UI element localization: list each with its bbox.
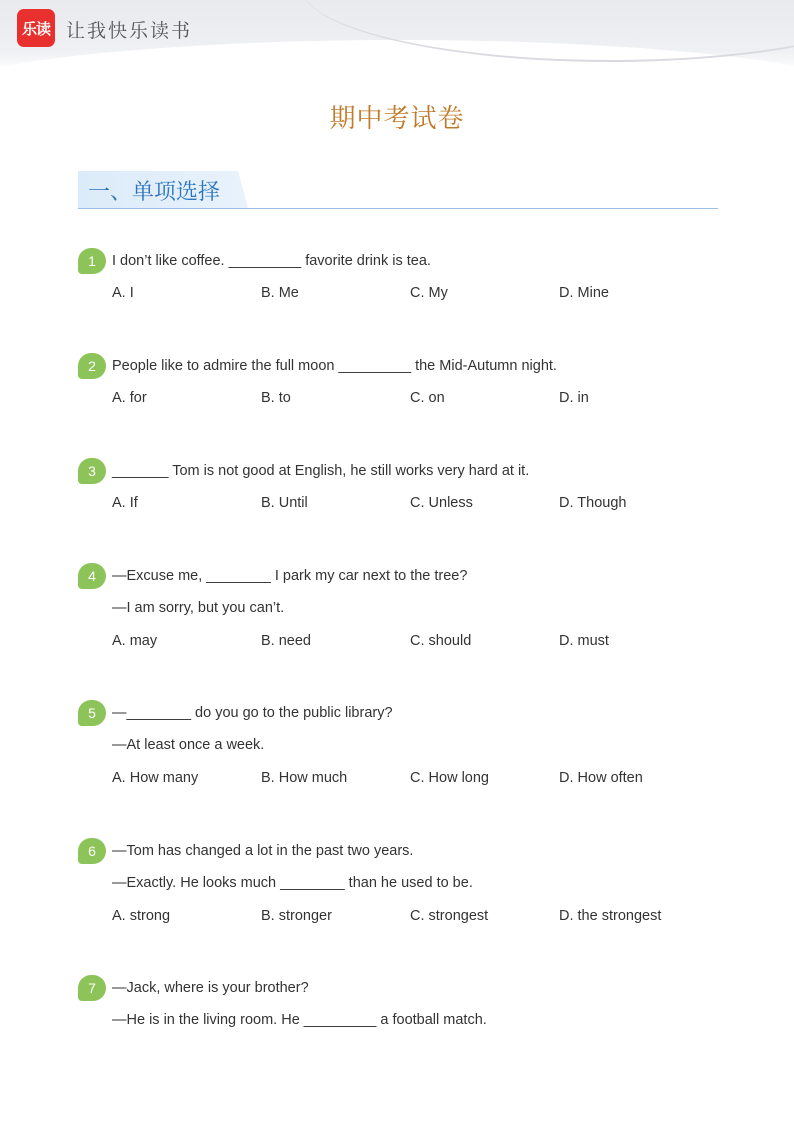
question-2: [78, 353, 718, 413]
question-text: —Excuse me, ________ I park my car next to the tree?: [112, 568, 468, 584]
question-number-badge: 1: [78, 248, 106, 274]
option-a: A. How many: [112, 770, 199, 786]
option-c: C. How long: [410, 770, 489, 786]
option-d: D. Mine: [559, 285, 609, 301]
question-7: [78, 975, 718, 1035]
option-d: D. in: [559, 390, 589, 406]
question-number-badge: 6: [78, 838, 106, 864]
option-c: C. should: [410, 633, 472, 649]
option-c: C. on: [410, 390, 445, 406]
option-d: D. How often: [559, 770, 643, 786]
option-a: A. for: [112, 390, 147, 406]
question-text: —Exactly. He looks much ________ than he used to be.: [112, 875, 473, 891]
section-header: [78, 171, 718, 209]
option-c: C. strongest: [410, 908, 489, 924]
question-1: [78, 248, 718, 308]
question-5: [78, 700, 718, 792]
question-4: [78, 563, 718, 655]
option-a: A. may: [112, 633, 158, 649]
option-b: B. Me: [261, 285, 299, 301]
option-b: B. need: [261, 633, 311, 649]
section-title: 一、单项选择: [88, 180, 221, 205]
question-text: I don’t like coffee. _________ favorite drink is tea.: [112, 253, 431, 269]
question-3: [78, 458, 718, 518]
option-b: B. stronger: [261, 908, 332, 924]
question-6: [78, 838, 718, 930]
question-number-badge: 3: [78, 458, 106, 484]
question-number-badge: 2: [78, 353, 106, 379]
option-d: D. the strongest: [559, 908, 662, 924]
question-text: —I am sorry, but you can’t.: [112, 600, 285, 616]
option-b: B. to: [261, 390, 291, 406]
question-text: —Jack, where is your brother?: [112, 980, 309, 996]
option-b: B. Until: [261, 495, 308, 511]
question-text: People like to admire the full moon _________ the Mid-Autumn night.: [112, 358, 557, 374]
option-b: B. How much: [261, 770, 348, 786]
option-c: C. Unless: [410, 495, 473, 511]
question-text: _______ Tom is not good at English, he still works very hard at it.: [112, 463, 530, 479]
question-text: —He is in the living room. He _________ a football match.: [112, 1012, 487, 1028]
question-text: —Tom has changed a lot in the past two years.: [112, 843, 414, 859]
option-c: C. My: [410, 285, 448, 301]
question-number-badge: 7: [78, 975, 106, 1001]
option-d: D. Though: [559, 495, 627, 511]
question-number-badge: 5: [78, 700, 106, 726]
question-text: —At least once a week.: [112, 737, 265, 753]
option-a: A. strong: [112, 908, 171, 924]
question-text: —________ do you go to the public library?: [112, 705, 393, 721]
question-number-badge: 4: [78, 563, 106, 589]
page-title: 期中考试卷: [329, 104, 465, 134]
brand-logo: 乐读: [17, 9, 55, 47]
brand-slogan: 让我快乐读书: [66, 20, 193, 42]
option-a: A. If: [112, 495, 138, 511]
option-a: A. I: [112, 285, 134, 301]
option-d: D. must: [559, 633, 609, 649]
